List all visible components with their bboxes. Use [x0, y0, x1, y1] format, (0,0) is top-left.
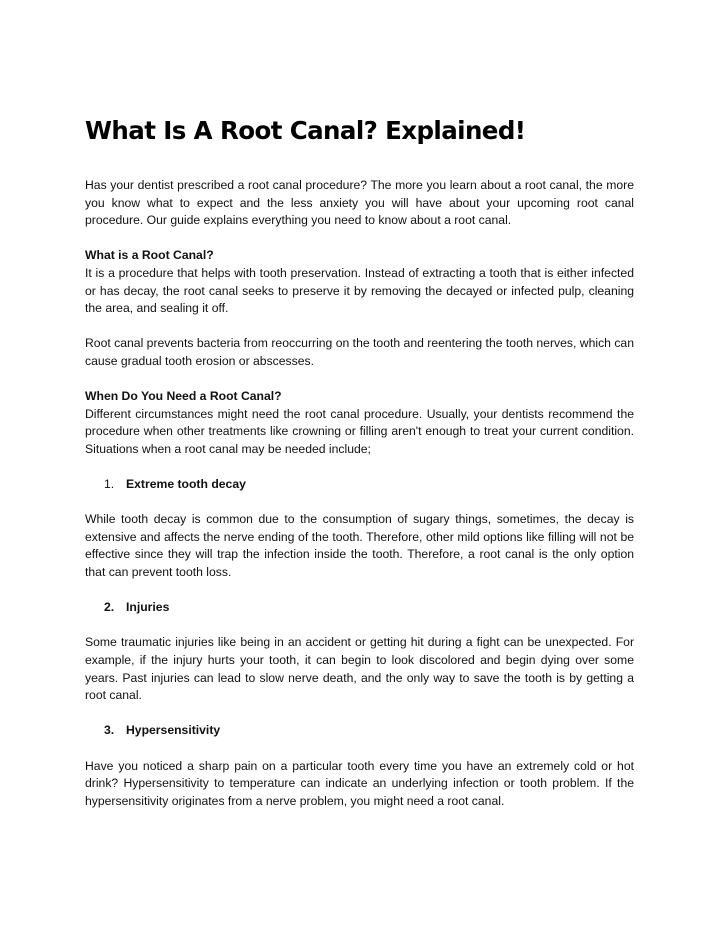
spacer — [85, 740, 634, 758]
section-paragraph: It is a procedure that helps with tooth preservation. Instead of extracting a tooth that is either infected or has decay, the root canal seeks to preserve it by removing the decayed or infected pulp, cleaning the area, and sealing it off. — [85, 265, 634, 316]
section-heading: What is a Root Canal? — [85, 248, 214, 263]
list-item — [85, 599, 634, 617]
list-item-label: Extreme tooth decay — [126, 477, 246, 492]
document-page — [85, 112, 634, 810]
section-heading: When Do You Need a Root Canal? — [85, 389, 282, 404]
page-title: What Is A Root Canal? Explained! — [85, 116, 526, 145]
list-item-number: 2. — [104, 600, 115, 615]
list-item-number: 3. — [104, 723, 115, 738]
list-item-label: Hypersensitivity — [126, 723, 221, 738]
list-item-paragraph: Some traumatic injuries like being in an accident or getting hit during a fight can be unexpected. For example, if the injury hurts your tooth, it can begin to look discolored and begin dying over some years. Past injuries can lead to slow nerve death, and the only way to save the tooth is by getting a root canal. — [85, 635, 634, 703]
spacer — [85, 705, 634, 723]
spacer — [85, 582, 634, 600]
spacer — [85, 617, 634, 635]
spacer — [85, 494, 634, 512]
section-paragraph: Root canal prevents bacteria from reoccurring on the tooth and reentering the tooth nerves, which can cause gradual tooth erosion or abscesses. — [85, 336, 634, 368]
list-item-paragraph: While tooth decay is common due to the consumption of sugary things, sometimes, the decay is extensive and affects the nerve ending of the tooth. Therefore, other mild options like filling will not be effective since they will trap the infection inside the tooth. Therefore, a root canal is the only option that can prevent tooth loss. — [85, 512, 634, 580]
list-item-paragraph: Have you noticed a sharp pain on a particular tooth every time you have an extremely cold or hot drink? Hypersensitivity to temperature can indicate an underlying infection or tooth problem. If the hypersensitivity originates from a nerve problem, you might need a root canal. — [85, 758, 634, 808]
spacer — [85, 230, 634, 248]
list-item — [85, 722, 634, 740]
spacer — [85, 459, 634, 477]
list-item-label: Injuries — [126, 600, 170, 615]
list-item-number: 1. — [104, 477, 115, 492]
spacer — [85, 318, 634, 336]
spacer — [85, 371, 634, 389]
section-paragraph: Different circumstances might need the root canal procedure. Usually, your dentists recommend the procedure when other treatments like crowning or filling aren't enough to treat your current condition. Situations when a root canal may be needed include; — [85, 406, 634, 456]
list-item — [85, 476, 634, 494]
intro-paragraph: Has your dentist prescribed a root canal procedure? The more you learn about a root canal, the more you know what to expect and the less anxiety you will have about your upcoming root canal procedure. Our guide explains everything you need to know about a root canal. — [85, 178, 634, 228]
